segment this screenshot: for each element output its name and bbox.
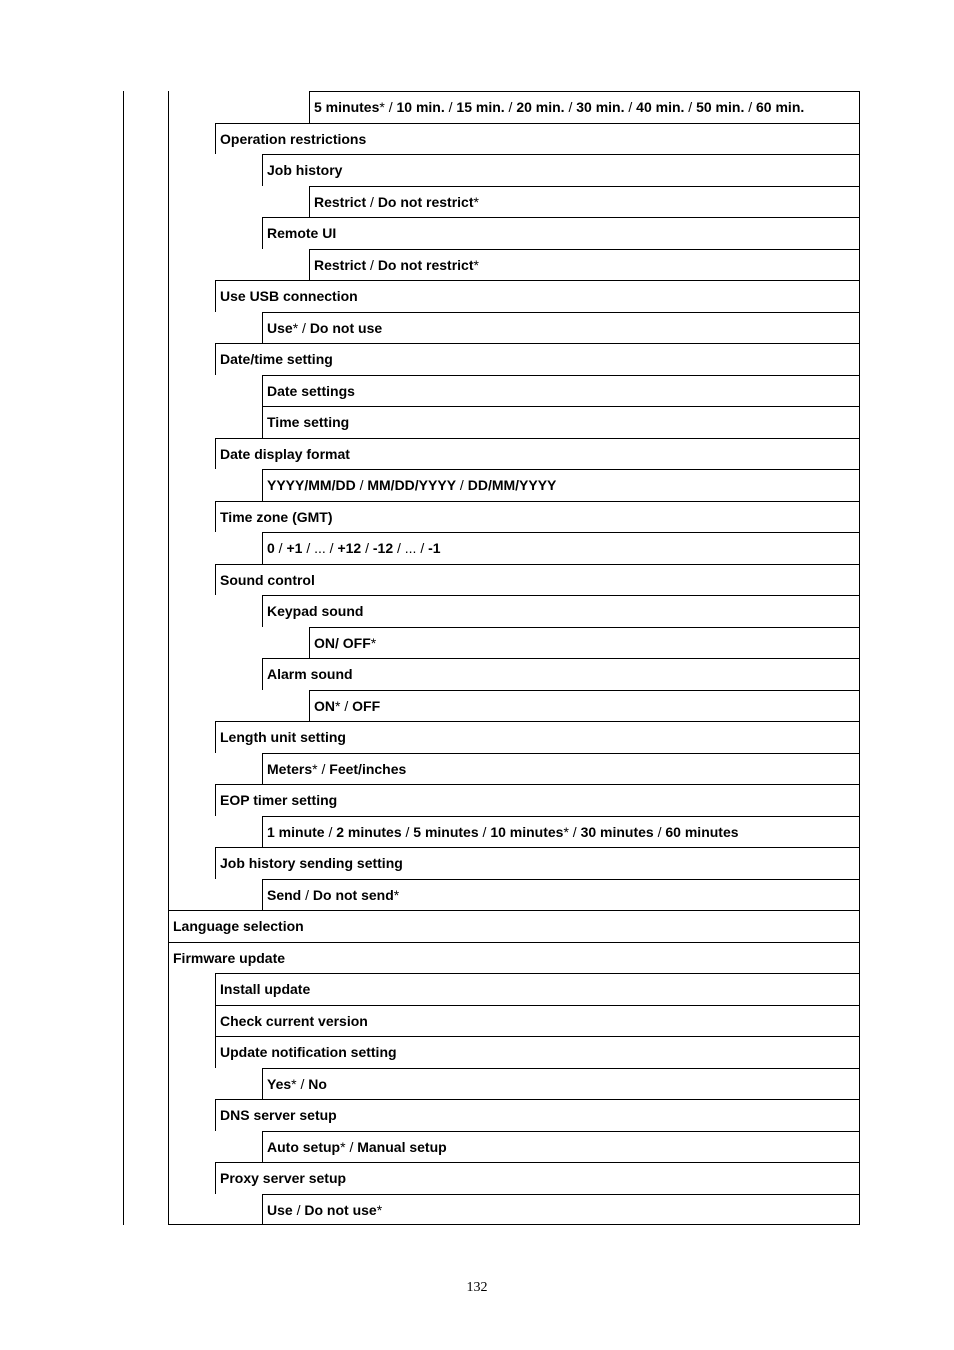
option-text: 15 min. [456,99,505,115]
option-text: Sound control [220,571,315,588]
page-margin-rule [123,91,124,1225]
menu-row-label [215,847,859,879]
separator-text: * [376,1201,383,1218]
option-text: 5 minutes [413,823,479,840]
menu-row-label [262,532,859,564]
option-text: Meters [267,760,313,777]
menu-row-label [215,564,859,596]
menu-row-label [262,312,859,344]
option-text: Manual setup [357,1138,447,1155]
separator-text: / [274,540,287,556]
menu-row-label [215,1036,859,1068]
menu-row-level-1 [169,784,859,816]
menu-row-level-2 [169,595,859,627]
menu-row-level-2 [169,375,859,407]
separator-text: / ... / [393,540,429,556]
menu-row-label [215,973,859,1005]
separator-text: * [291,1075,297,1092]
separator-text: * [393,886,400,903]
separator-text: * [473,256,479,273]
option-text: 50 min. [696,99,745,115]
option-text: Use USB connection [220,288,358,304]
menu-row-level-2 [169,1068,859,1100]
menu-rows [169,91,859,1225]
menu-row-label [215,343,859,375]
menu-row-level-1 [169,973,859,1005]
separator-text: * [340,1138,346,1155]
menu-row-label [262,879,859,911]
separator-text: * [312,760,318,777]
option-text: OFF [352,697,381,714]
menu-row-label [215,280,859,312]
settings-menu-table [168,91,860,1225]
option-text: Firmware update [173,949,286,966]
option-text: Install update [220,981,311,997]
menu-row-label [215,1099,859,1131]
menu-row-level-2 [169,406,859,438]
menu-row-label [215,721,859,753]
separator-text: / ... / [302,540,338,556]
menu-row-level-1 [169,1162,859,1194]
separator-text: / [653,823,666,840]
option-text: Date settings [267,382,355,399]
menu-row-label [309,627,859,659]
menu-row-label [169,910,859,942]
separator-text: / [292,1201,305,1218]
menu-row-label [215,784,859,816]
menu-row-level-0 [169,910,859,942]
option-text: Proxy server setup [220,1170,347,1186]
separator-text: / [296,1075,309,1092]
option-text: Use [267,1201,293,1218]
option-text: 10 minutes [490,823,564,840]
separator-text: / [684,99,697,115]
separator-text: / [324,823,337,840]
menu-row-level-1 [169,564,859,596]
option-text: Length unit setting [220,729,346,745]
separator-text: / [478,823,491,840]
option-text: Keypad sound [267,603,364,619]
separator-text: / [456,477,468,493]
option-text: 10 min. [396,99,445,115]
menu-row-label [309,690,859,722]
menu-row-label [262,217,859,249]
option-text: Auto setup [267,1138,341,1155]
menu-row-label [169,942,859,974]
menu-row-label [215,123,859,155]
option-text: Restrict [314,256,367,273]
option-text: Use [267,319,293,336]
option-text: Check current version [220,1012,368,1029]
option-text: 60 min. [756,99,805,115]
menu-row-level-3 [169,186,859,218]
menu-row-label [215,501,859,533]
menu-row-level-3 [169,690,859,722]
option-text: DNS server setup [220,1107,337,1123]
menu-row-label [262,406,859,438]
option-text: -1 [428,540,441,556]
separator-text: / [366,193,378,210]
menu-row-label [262,816,859,848]
separator-text: * [335,697,341,714]
option-text: MM/DD/YYYY [367,477,457,493]
option-text: 40 min. [636,99,685,115]
option-text: 30 minutes [580,823,654,840]
option-text: +12 [337,540,362,556]
menu-row-level-1 [169,438,859,470]
option-text: DD/MM/YYYY [467,477,557,493]
separator-text: / [401,823,414,840]
separator-text: * [370,634,377,651]
menu-row-level-2 [169,879,859,911]
option-text: Do not use [309,319,383,336]
separator-text: / [744,99,757,115]
menu-row-level-2 [169,658,859,690]
menu-row-label [262,375,859,407]
menu-row-level-1 [169,721,859,753]
menu-row-level-0 [169,942,859,974]
option-text: 30 min. [576,99,625,115]
option-text: Restrict [314,193,367,210]
menu-row-label [262,1068,859,1100]
menu-row-level-2 [169,816,859,848]
separator-text: * [563,823,569,840]
menu-row-level-2 [169,753,859,785]
option-text: 5 minutes [314,99,380,115]
option-text: ON/ OFF [314,634,371,651]
menu-row-level-3 [169,91,859,123]
option-text: EOP timer setting [220,792,338,808]
menu-row-level-3 [169,627,859,659]
menu-row-level-3 [169,249,859,281]
menu-row-level-2 [169,154,859,186]
option-text: Job history sending setting [220,855,403,871]
option-text: Do not restrict [377,256,474,273]
option-text: 2 minutes [336,823,402,840]
menu-row-level-1 [169,123,859,155]
separator-text: * [473,193,479,210]
menu-row-label [215,1005,859,1037]
option-text: Job history [267,162,343,178]
separator-text: / [361,540,373,556]
option-text: Remote UI [267,225,337,241]
menu-row-level-1 [169,501,859,533]
option-text: +1 [286,540,303,556]
menu-row-label [262,658,859,690]
separator-text: / [345,1138,358,1155]
option-text: Do not send [312,886,394,903]
option-text: Feet/inches [329,760,407,777]
option-text: Operation restrictions [220,130,367,147]
option-text: Language selection [173,918,304,934]
page-number: 132 [466,1280,488,1295]
menu-row-level-1 [169,1005,859,1037]
menu-row-level-2 [169,1131,859,1163]
separator-text: / [301,886,313,903]
menu-row-label [215,438,859,470]
option-text: Time zone (GMT) [220,508,333,525]
option-text: Date/time setting [220,351,333,367]
menu-row-label [262,753,859,785]
menu-row-label [215,1162,859,1194]
menu-row-level-2 [169,532,859,564]
separator-text: / [384,99,397,115]
menu-row-label [309,186,859,218]
option-text: Time setting [267,414,350,430]
menu-row-level-1 [169,343,859,375]
option-text: Yes [267,1075,292,1092]
separator-text: / [504,99,517,115]
option-text: Send [267,886,302,903]
separator-text: / [355,477,368,493]
separator-text: * [292,319,299,336]
separator-text: * [379,99,385,115]
menu-row-level-1 [169,1036,859,1068]
option-text: YYYY/MM/DD [267,477,356,493]
menu-row-label [309,91,859,123]
option-text: Update notification setting [220,1044,397,1060]
separator-text: / [444,99,457,115]
option-text: 20 min. [516,99,565,115]
menu-row-label [262,595,859,627]
menu-row-label [262,154,859,186]
separator-text: / [564,99,577,115]
option-text: No [308,1075,327,1092]
option-text: -12 [372,540,394,556]
menu-row-level-2 [169,312,859,344]
menu-row-level-2 [169,1194,859,1226]
menu-row-level-1 [169,1099,859,1131]
separator-text: / [568,823,581,840]
menu-row-label [262,1131,859,1163]
menu-row-level-2 [169,217,859,249]
separator-text: / [298,319,310,336]
menu-row-label [262,1194,859,1226]
option-text: Do not use [304,1201,377,1218]
menu-row-label [262,469,859,501]
menu-row-level-1 [169,847,859,879]
menu-row-label [309,249,859,281]
option-text: Do not restrict [377,193,474,210]
option-text: ON [314,697,335,714]
separator-text: / [624,99,637,115]
separator-text: / [366,256,378,273]
option-text: Date display format [220,445,350,462]
option-text: Alarm sound [267,666,353,682]
menu-row-level-1 [169,280,859,312]
option-text: 0 [267,540,275,556]
option-text: 60 minutes [665,823,739,840]
menu-row-level-2 [169,469,859,501]
separator-text: / [340,697,353,714]
option-text: 1 minute [267,823,325,840]
separator-text: / [317,760,330,777]
